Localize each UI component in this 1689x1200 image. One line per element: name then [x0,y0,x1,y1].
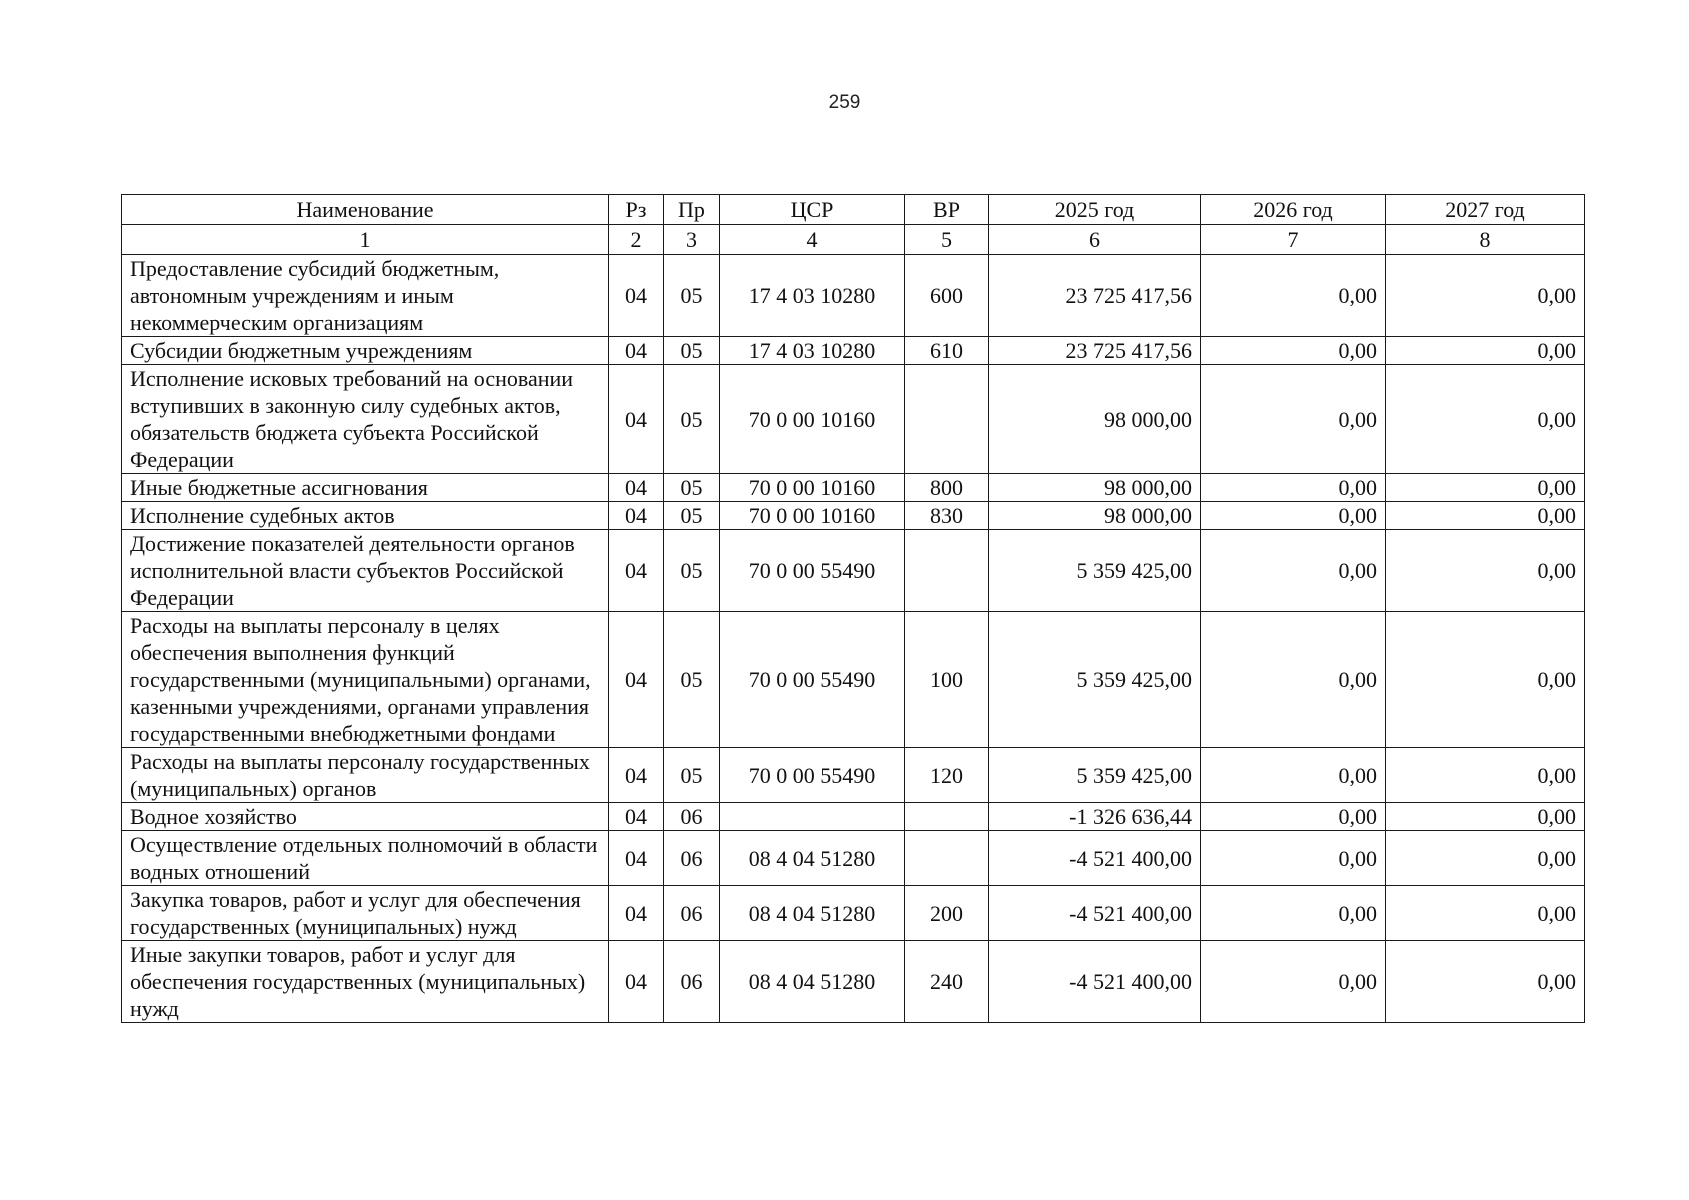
row-amount-2027: 0,00 [1386,748,1585,803]
row-amount-2027: 0,00 [1386,337,1585,365]
row-rz: 04 [609,365,664,474]
row-rz: 04 [609,612,664,748]
row-name: Расходы на выплаты персоналу государственных (муниципальных) органов [122,748,609,803]
row-name: Предоставление субсидий бюджетным, автономным учреждениям и иным некоммерческим организациям [122,255,609,337]
header-row [122,195,1585,225]
row-vr [905,803,989,831]
row-amount-2026: 0,00 [1201,612,1386,748]
row-csr: 08 4 04 51280 [720,831,905,886]
row-amount-2027: 0,00 [1386,530,1585,612]
row-amount-2025: 23 725 417,56 [989,255,1201,337]
column-number: 5 [905,225,989,255]
row-amount-2027: 0,00 [1386,474,1585,502]
row-csr: 08 4 04 51280 [720,886,905,941]
row-vr: 600 [905,255,989,337]
column-number: 1 [122,225,609,255]
row-pr: 05 [664,530,720,612]
row-amount-2026: 0,00 [1201,803,1386,831]
row-name: Достижение показателей деятельности органов исполнительной власти субъектов Российской Федерации [122,530,609,612]
row-csr: 17 4 03 10280 [720,255,905,337]
row-amount-2027: 0,00 [1386,803,1585,831]
table-row [122,803,1585,831]
row-rz: 04 [609,748,664,803]
row-name: Субсидии бюджетным учреждениям [122,337,609,365]
row-pr: 05 [664,365,720,474]
column-number: 8 [1386,225,1585,255]
table-row [122,474,1585,502]
row-name: Расходы на выплаты персоналу в целях обеспечения выполнения функций государственными (муниципальными) органами, казенными учреждениями, органами управления государственными внебюджетными фондами [122,612,609,748]
row-amount-2025: -4 521 400,00 [989,831,1201,886]
row-amount-2026: 0,00 [1201,337,1386,365]
row-pr: 06 [664,941,720,1023]
row-rz: 04 [609,886,664,941]
row-amount-2026: 0,00 [1201,255,1386,337]
row-amount-2027: 0,00 [1386,941,1585,1023]
row-amount-2025: 98 000,00 [989,502,1201,530]
row-csr: 17 4 03 10280 [720,337,905,365]
budget-table [121,194,1585,1023]
row-vr: 830 [905,502,989,530]
row-amount-2026: 0,00 [1201,886,1386,941]
column-number: 6 [989,225,1201,255]
header-rz: Рз [609,195,664,225]
row-amount-2025: -4 521 400,00 [989,941,1201,1023]
row-rz: 04 [609,255,664,337]
row-amount-2026: 0,00 [1201,941,1386,1023]
row-pr: 06 [664,803,720,831]
column-number: 3 [664,225,720,255]
row-amount-2026: 0,00 [1201,502,1386,530]
row-amount-2027: 0,00 [1386,502,1585,530]
row-amount-2025: 5 359 425,00 [989,612,1201,748]
header-2025: 2025 год [989,195,1201,225]
row-vr [905,530,989,612]
row-rz: 04 [609,941,664,1023]
row-amount-2025: 5 359 425,00 [989,530,1201,612]
row-amount-2025: 5 359 425,00 [989,748,1201,803]
row-csr: 70 0 00 55490 [720,748,905,803]
row-name: Иные закупки товаров, работ и услуг для обеспечения государственных (муниципальных) нужд [122,941,609,1023]
row-amount-2026: 0,00 [1201,530,1386,612]
row-amount-2026: 0,00 [1201,474,1386,502]
column-number: 2 [609,225,664,255]
row-amount-2026: 0,00 [1201,365,1386,474]
table-row [122,831,1585,886]
table-body [122,225,1585,1023]
column-number-row [122,225,1585,255]
row-vr: 610 [905,337,989,365]
header-vr: ВР [905,195,989,225]
row-name: Закупка товаров, работ и услуг для обеспечения государственных (муниципальных) нужд [122,886,609,941]
table-row [122,612,1585,748]
row-name: Водное хозяйство [122,803,609,831]
page-number: 259 [828,92,861,113]
row-pr: 05 [664,337,720,365]
table-row [122,337,1585,365]
header-2027: 2027 год [1386,195,1585,225]
table-header [122,195,1585,225]
row-csr: 70 0 00 10160 [720,502,905,530]
row-amount-2025: 98 000,00 [989,365,1201,474]
row-vr: 800 [905,474,989,502]
row-amount-2027: 0,00 [1386,255,1585,337]
row-rz: 04 [609,803,664,831]
header-name: Наименование [122,195,609,225]
row-amount-2026: 0,00 [1201,748,1386,803]
row-amount-2025: -1 326 636,44 [989,803,1201,831]
row-csr: 08 4 04 51280 [720,941,905,1023]
row-amount-2025: 98 000,00 [989,474,1201,502]
row-rz: 04 [609,337,664,365]
row-name: Исполнение исковых требований на основании вступивших в законную силу судебных актов, обязательств бюджета субъекта Российской Федерации [122,365,609,474]
row-csr [720,803,905,831]
row-csr: 70 0 00 55490 [720,530,905,612]
table-row [122,886,1585,941]
row-amount-2027: 0,00 [1386,365,1585,474]
row-vr: 120 [905,748,989,803]
row-rz: 04 [609,530,664,612]
row-name: Иные бюджетные ассигнования [122,474,609,502]
row-pr: 05 [664,748,720,803]
row-csr: 70 0 00 55490 [720,612,905,748]
table-row [122,941,1585,1023]
table-row [122,502,1585,530]
header-csr: ЦСР [720,195,905,225]
row-pr: 05 [664,502,720,530]
row-vr: 200 [905,886,989,941]
row-rz: 04 [609,502,664,530]
row-amount-2027: 0,00 [1386,612,1585,748]
row-csr: 70 0 00 10160 [720,365,905,474]
row-csr: 70 0 00 10160 [720,474,905,502]
row-rz: 04 [609,831,664,886]
row-amount-2026: 0,00 [1201,831,1386,886]
row-pr: 05 [664,255,720,337]
row-name: Исполнение судебных актов [122,502,609,530]
row-pr: 05 [664,474,720,502]
row-amount-2025: 23 725 417,56 [989,337,1201,365]
row-vr [905,831,989,886]
table-row [122,365,1585,474]
table-row [122,748,1585,803]
row-pr: 06 [664,886,720,941]
table-row [122,530,1585,612]
row-vr: 100 [905,612,989,748]
column-number: 4 [720,225,905,255]
column-number: 7 [1201,225,1386,255]
row-amount-2025: -4 521 400,00 [989,886,1201,941]
row-rz: 04 [609,474,664,502]
row-pr: 06 [664,831,720,886]
row-amount-2027: 0,00 [1386,831,1585,886]
row-vr [905,365,989,474]
row-amount-2027: 0,00 [1386,886,1585,941]
header-2026: 2026 год [1201,195,1386,225]
table-row [122,255,1585,337]
row-vr: 240 [905,941,989,1023]
header-pr: Пр [664,195,720,225]
row-pr: 05 [664,612,720,748]
row-name: Осуществление отдельных полномочий в области водных отношений [122,831,609,886]
